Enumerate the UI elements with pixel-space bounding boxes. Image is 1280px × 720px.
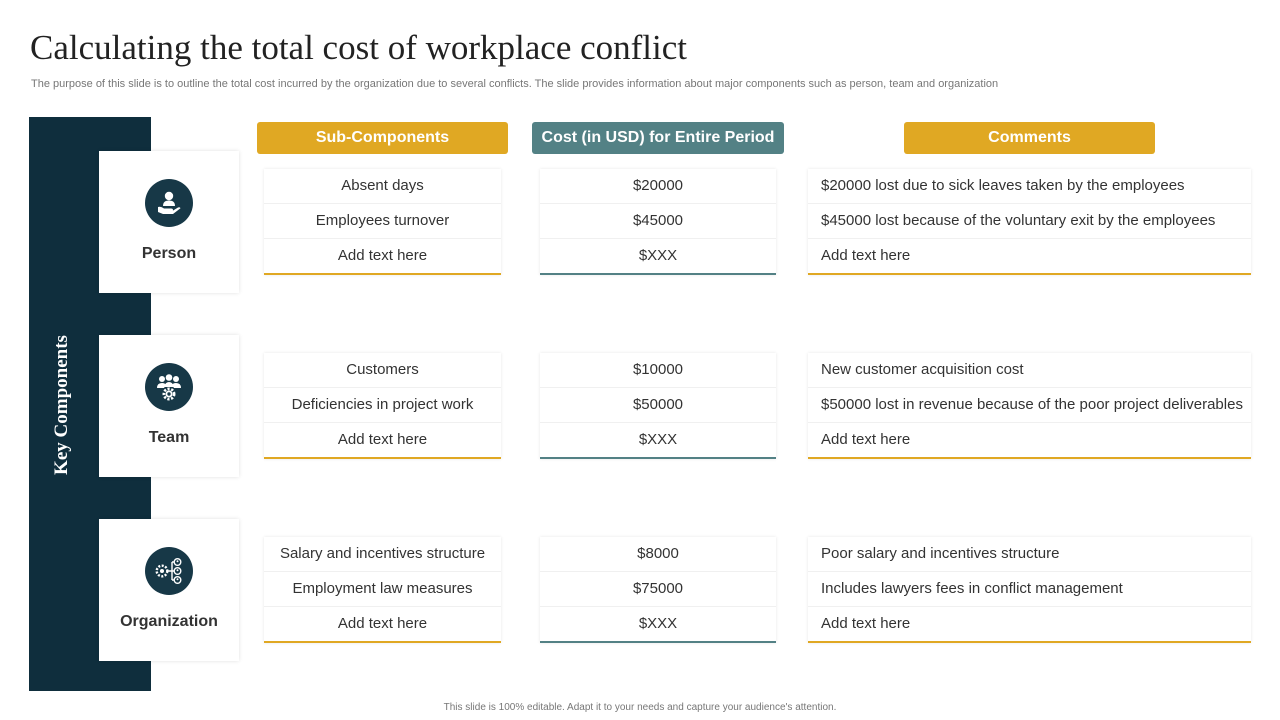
component-card-team xyxy=(99,335,239,477)
table-cell: Absent days xyxy=(264,169,501,203)
footer-note: This slide is 100% editable. Adapt it to your needs and capture your audience's attention. xyxy=(443,702,837,713)
component-label-organization: Organization xyxy=(120,613,218,630)
table-cell: Employment law measures xyxy=(264,571,501,606)
table-cell: $XXX xyxy=(540,238,776,273)
team-gear-icon xyxy=(145,363,193,411)
table-cell: $75000 xyxy=(540,571,776,606)
table-cell: Add text here xyxy=(264,422,501,457)
table-cell: $50000 xyxy=(540,387,776,422)
table-cell: Salary and incentives structure xyxy=(264,537,501,571)
component-label-person: Person xyxy=(141,245,197,262)
table-cell: Employees turnover xyxy=(264,203,501,238)
sub-components-table-team xyxy=(264,353,501,459)
cost-table-organization xyxy=(540,537,776,643)
table-cell: $20000 lost due to sick leaves taken by the employees xyxy=(808,169,1251,203)
table-cell: $45000 xyxy=(540,203,776,238)
sub-components-table-person xyxy=(264,169,501,275)
table-cell: $XXX xyxy=(540,606,776,641)
comments-table-organization xyxy=(808,537,1251,643)
table-cell: Deficiencies in project work xyxy=(264,387,501,422)
table-cell: Add text here xyxy=(264,238,501,273)
component-card-organization xyxy=(99,519,239,661)
page-title: Calculating the total cost of workplace conflict xyxy=(30,28,688,67)
table-cell: $10000 xyxy=(540,353,776,387)
cost-table-person xyxy=(540,169,776,275)
header-cost: Cost (in USD) for Entire Period xyxy=(532,122,784,154)
cost-table-team xyxy=(540,353,776,459)
component-card-person xyxy=(99,151,239,293)
table-cell: $20000 xyxy=(540,169,776,203)
comments-table-team xyxy=(808,353,1251,459)
table-cell: Add text here xyxy=(264,606,501,641)
page-subtitle: The purpose of this slide is to outline the total cost incurred by the organization due to several conflicts. The slide provides information about major components such as person, team and organization xyxy=(31,78,999,90)
table-cell: $45000 lost because of the voluntary exit by the employees xyxy=(808,203,1251,238)
header-sub-components: Sub-Components xyxy=(257,122,508,154)
header-comments: Comments xyxy=(904,122,1155,154)
key-components-label: Key Components xyxy=(51,335,72,475)
table-cell: $8000 xyxy=(540,537,776,571)
table-cell: Includes lawyers fees in conflict management xyxy=(808,571,1251,606)
comments-table-person xyxy=(808,169,1251,275)
table-cell: Add text here xyxy=(808,422,1251,457)
table-cell: New customer acquisition cost xyxy=(808,353,1251,387)
table-cell: $50000 lost in revenue because of the poor project deliverables xyxy=(808,387,1251,422)
table-cell: Customers xyxy=(264,353,501,387)
hand-user-icon xyxy=(145,179,193,227)
sub-components-table-organization xyxy=(264,537,501,643)
org-network-icon xyxy=(145,547,193,595)
component-label-team: Team xyxy=(148,429,190,446)
table-cell: Add text here xyxy=(808,606,1251,641)
table-cell: Add text here xyxy=(808,238,1251,273)
table-cell: Poor salary and incentives structure xyxy=(808,537,1251,571)
table-cell: $XXX xyxy=(540,422,776,457)
